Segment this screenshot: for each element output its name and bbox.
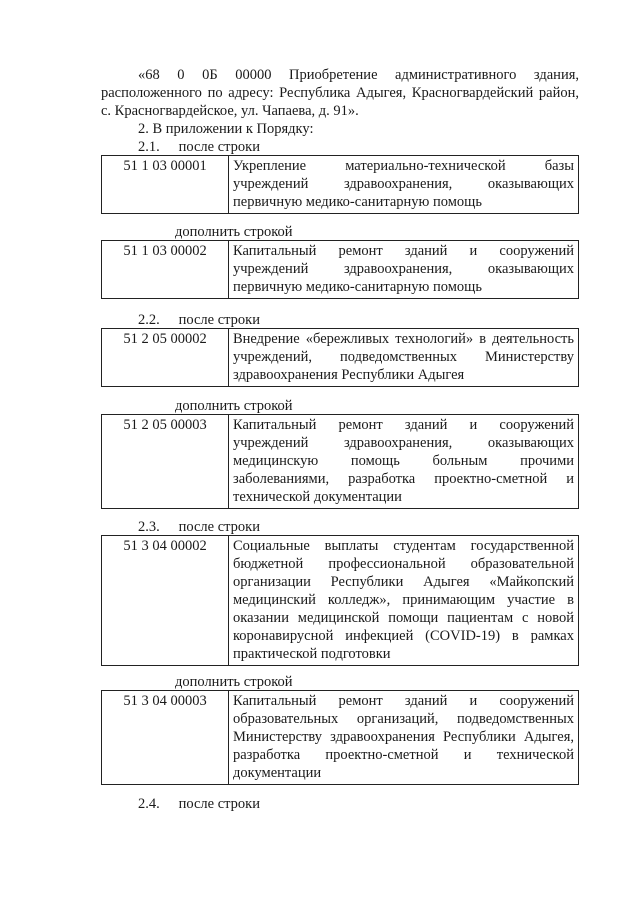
section-heading-text: после строки <box>178 519 260 535</box>
row-description: Капитальный ремонт зданий и сооружений учреждений здравоохранения, оказывающих первичную медико-санитарную помощь <box>229 241 579 299</box>
section-heading-text: после строки <box>178 139 260 155</box>
table-row-51-3-04-00002 <box>101 535 579 666</box>
table-row-51-1-03-00002 <box>101 240 579 299</box>
row-code: 51 1 03 00001 <box>102 156 229 214</box>
table-row-51-1-03-00001 <box>101 155 579 214</box>
row-code: 51 2 05 00003 <box>102 415 229 509</box>
row-description: Социальные выплаты студентам государственной бюджетной профессиональной образовательной организации Республики Адыгея «Майкопский медицинский колледж», принимающим участие в оказании медицинской помощи пациентам с новой коронавирусной инфекцией (COVID-19) в рамках практической подготовки <box>229 536 579 666</box>
table-row-51-2-05-00003 <box>101 414 579 509</box>
section-2-3-heading <box>138 518 260 536</box>
section-2-4-heading <box>138 795 260 813</box>
row-description: Укрепление материально-технической базы учреждений здравоохранения, оказывающих первичную медико-санитарную помощь <box>229 156 579 214</box>
row-description: Внедрение «бережливых технологий» в деятельность учреждений, подведомственных Министерству здравоохранения Республики Адыгея <box>229 329 579 387</box>
intro-line-1: «68 0 0Б 00000 Приобретение административного здания, <box>138 67 579 83</box>
table-row-51-3-04-00003 <box>101 690 579 785</box>
section-heading-text: после строки <box>178 796 260 812</box>
item-2-heading: 2. В приложении к Порядку: <box>138 121 314 137</box>
section-2-2-heading <box>138 311 260 329</box>
add-row-heading-1: дополнить строкой <box>175 224 293 240</box>
table-row-51-2-05-00002 <box>101 328 579 387</box>
add-row-heading-3: дополнить строкой <box>175 674 293 690</box>
section-number: 2.4. <box>138 796 160 812</box>
intro-line-2: расположенного по адресу: Республика Адыгея, Красногвардейский район, <box>101 85 579 101</box>
section-heading-text: после строки <box>178 312 260 328</box>
row-code: 51 3 04 00003 <box>102 691 229 785</box>
row-description: Капитальный ремонт зданий и сооружений образовательных организаций, подведомственных Министерству здравоохранения Республики Адыгея, разработка проектно-сметной и технической документации <box>229 691 579 785</box>
intro-paragraph <box>101 66 579 138</box>
row-code: 51 3 04 00002 <box>102 536 229 666</box>
section-number: 2.3. <box>138 519 160 535</box>
section-2-1-heading <box>138 138 260 156</box>
row-description: Капитальный ремонт зданий и сооружений учреждений здравоохранения, оказывающих медицинскую помощь больным прочими заболеваниями, разработка проектно-сметной и технической документации <box>229 415 579 509</box>
add-row-heading-2: дополнить строкой <box>175 398 293 414</box>
row-code: 51 2 05 00002 <box>102 329 229 387</box>
row-code: 51 1 03 00002 <box>102 241 229 299</box>
section-number: 2.1. <box>138 139 160 155</box>
intro-line-3: с. Красногвардейское, ул. Чапаева, д. 91». <box>101 103 359 119</box>
section-number: 2.2. <box>138 312 160 328</box>
